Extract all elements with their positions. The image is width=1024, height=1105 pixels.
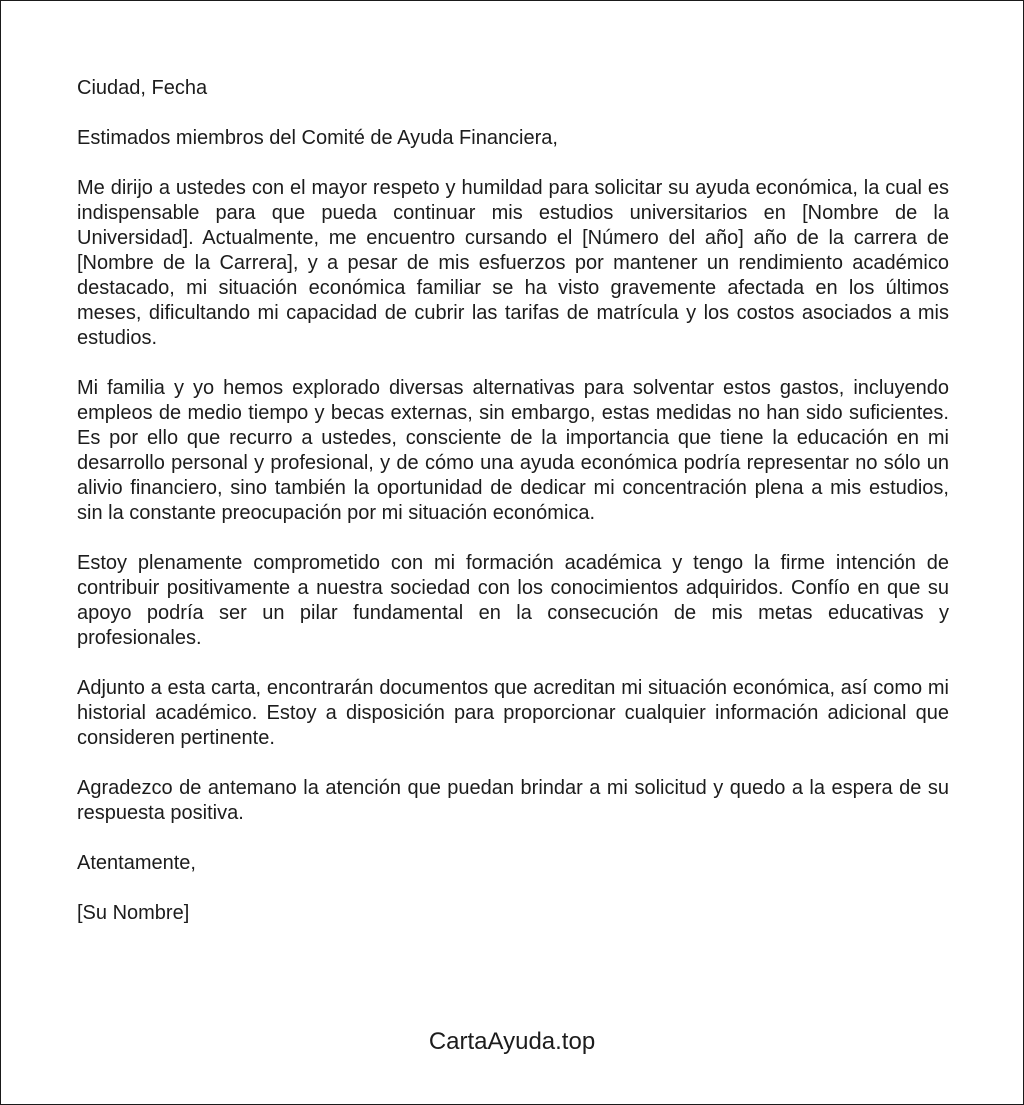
place-date-line: Ciudad, Fecha <box>77 77 208 99</box>
greeting-line: Estimados miembros del Comité de Ayuda Financiera, <box>77 127 558 149</box>
body-paragraph-3: Estoy plenamente comprometido con mi formación académica y tengo la firme intención de contribuir positivamente a nuestra sociedad con los conocimientos adquiridos. Confío en que su apoyo podría ser un pilar fundamental en la consecución de mis metas educativas y profesionales. <box>77 552 949 649</box>
body-paragraph-1: Me dirijo a ustedes con el mayor respeto y humildad para solicitar su ayuda económica, la cual es indispensable para que pueda continuar mis estudios universitarios en [Nombre de la Universidad]. Actualmente, me encuentro cursando el [Número del año] año de la carrera de [Nombre de la Carrera], y a pesar de mis esfuerzos por mantener un rendimiento académico destacado, mi situación económica familiar se ha visto gravemente afectada en los últimos meses, dificultando mi capacidad de cubrir las tarifas de matrícula y los costos asociados a mis estudios. <box>77 177 949 349</box>
body-paragraph-5: Agradezco de antemano la atención que puedan brindar a mi solicitud y quedo a la espera de su respuesta positiva. <box>77 777 949 824</box>
body-paragraph-2: Mi familia y yo hemos explorado diversas alternativas para solventar estos gastos, incluyendo empleos de medio tiempo y becas externas, sin embargo, estas medidas no han sido suficientes. Es por ello que recurro a ustedes, consciente de la importancia que tiene la educación en mi desarrollo personal y profesional, y de cómo una ayuda económica podría representar no sólo un alivio financiero, sino también la oportunidad de dedicar mi concentración plena a mis estudios, sin la constante preocupación por mi situación económica. <box>77 377 949 524</box>
site-footer: CartaAyuda.top <box>428 1028 596 1055</box>
body-paragraph-4: Adjunto a esta carta, encontrarán documentos que acreditan mi situación económica, así como mi historial académico. Estoy a disposición para proporcionar cualquier información adicional que consideren pertinente. <box>77 677 949 749</box>
signature-line: [Su Nombre] <box>77 902 190 924</box>
closing-line: Atentamente, <box>77 852 196 874</box>
letter-body <box>77 76 949 951</box>
